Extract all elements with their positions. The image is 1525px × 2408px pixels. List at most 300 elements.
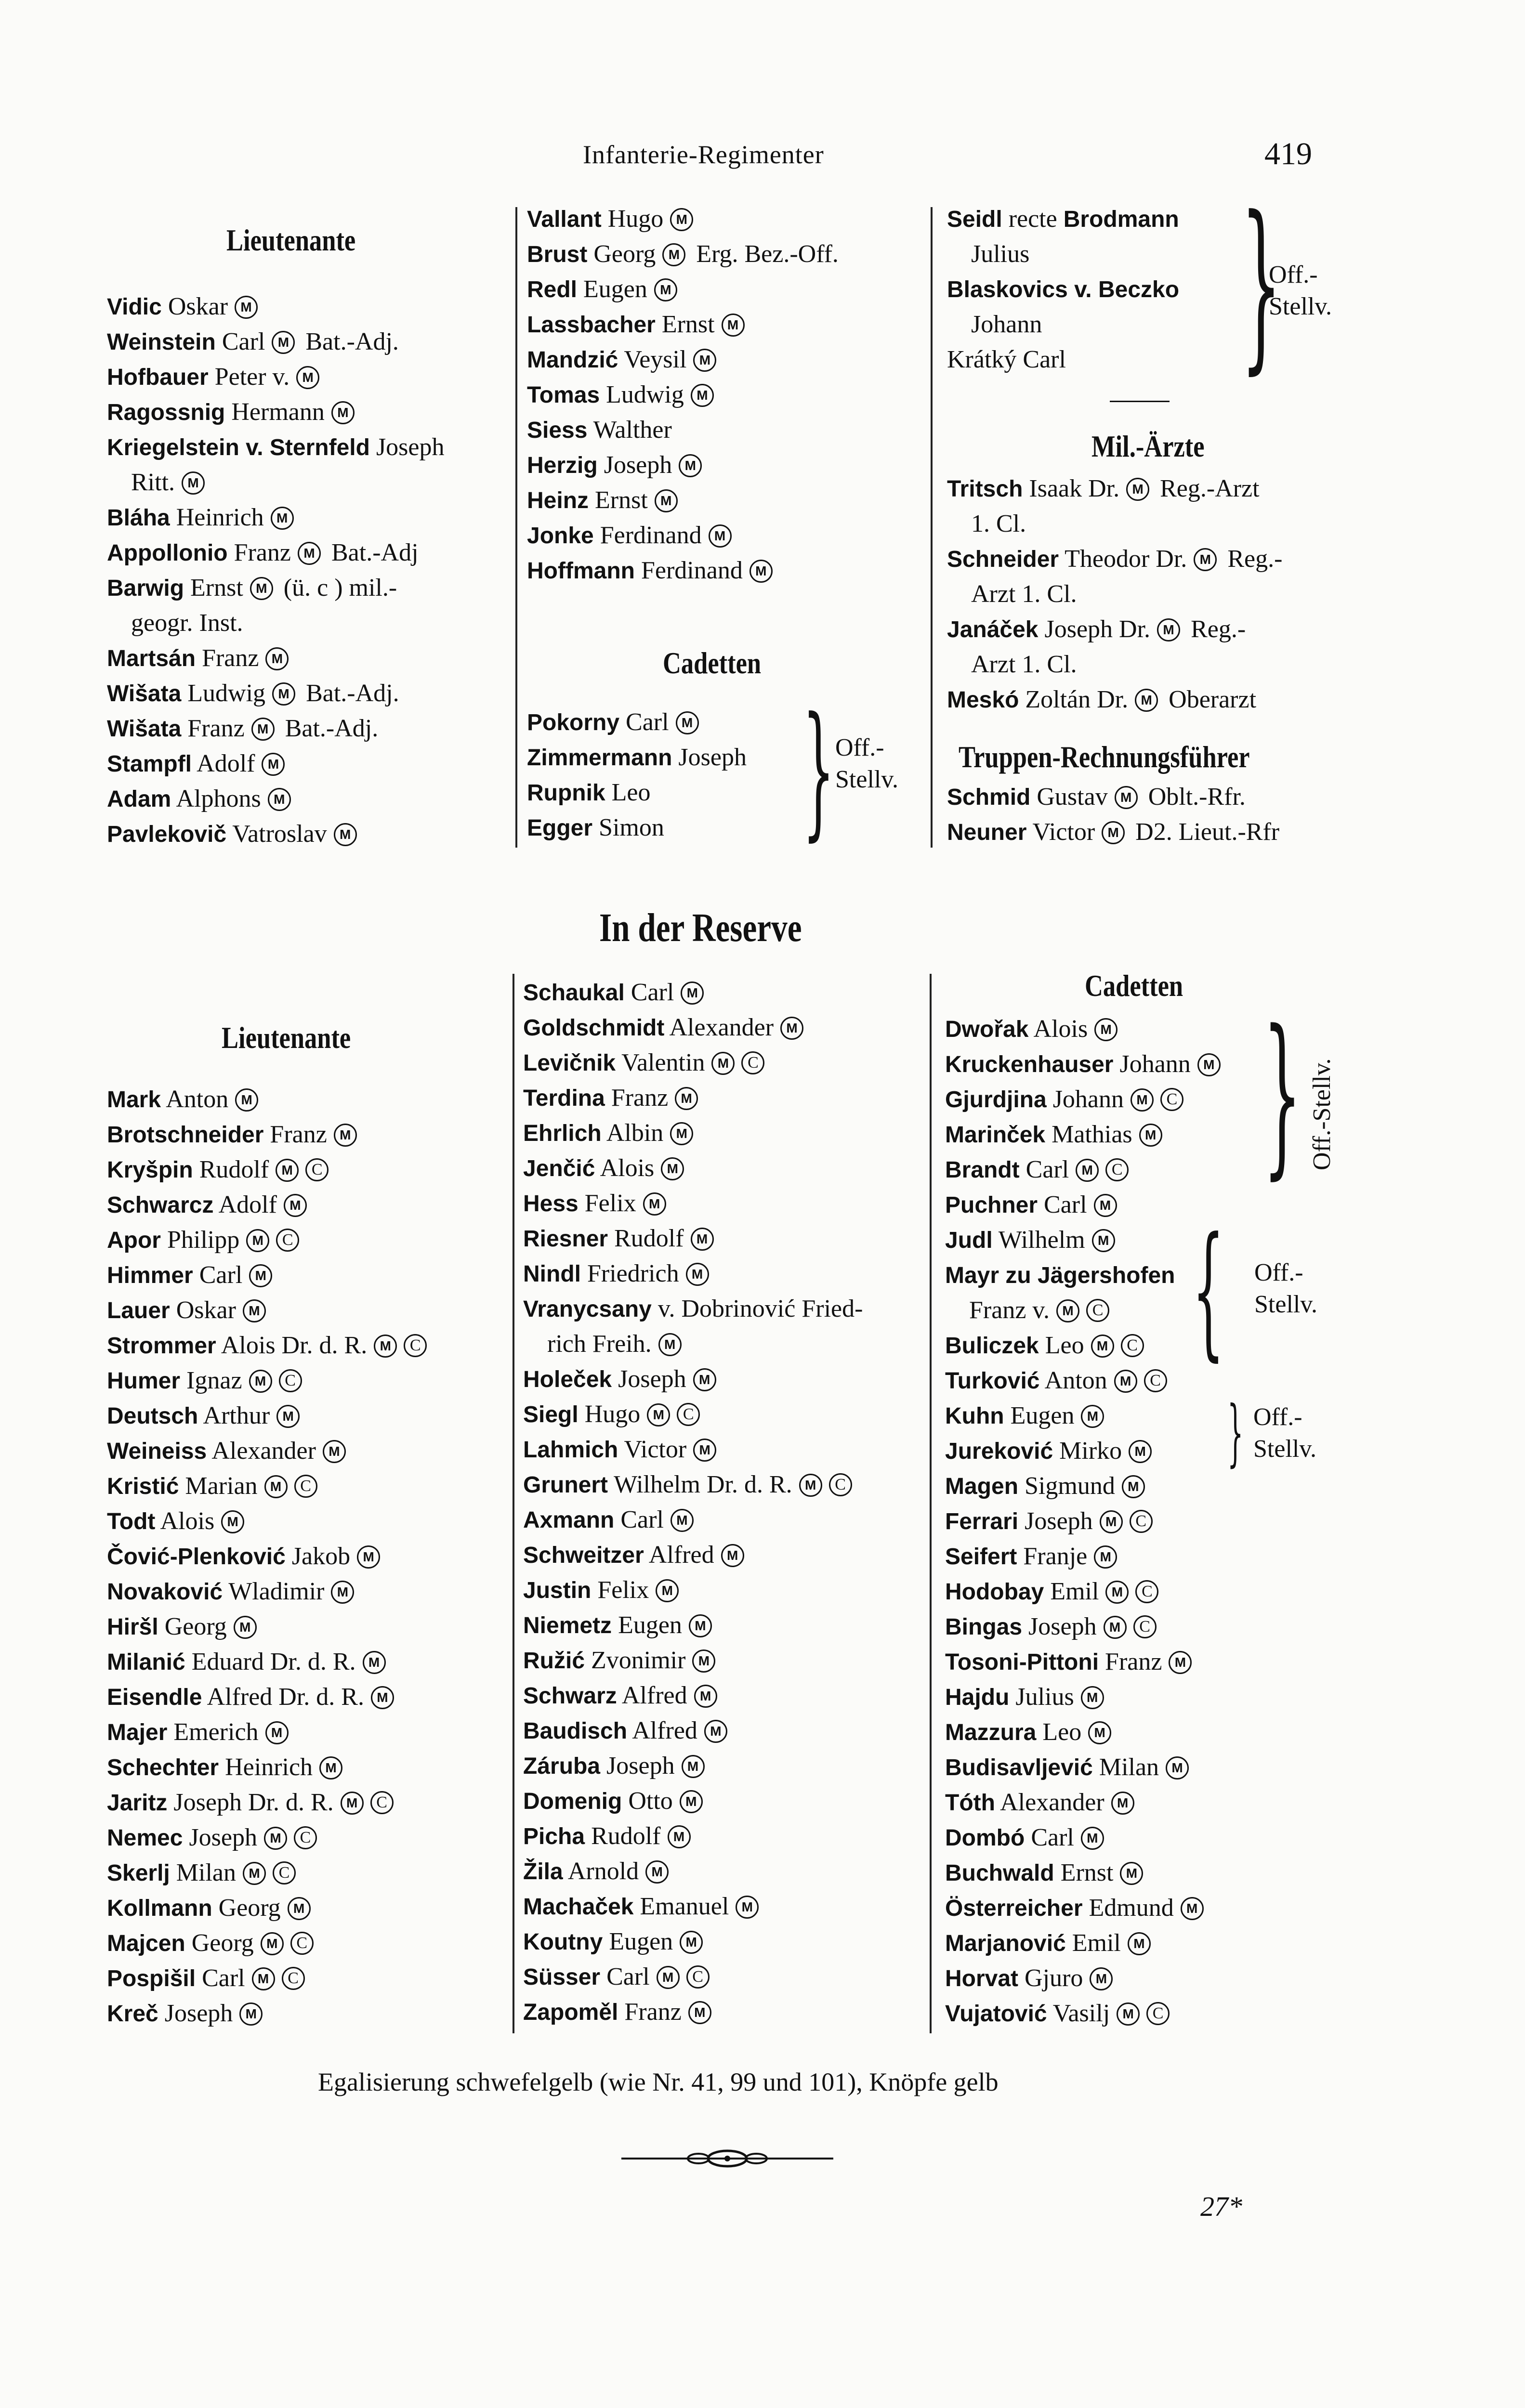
circled-c-icon: C: [1160, 1088, 1183, 1111]
surname: Nemec: [107, 1825, 183, 1851]
list-item: [523, 1679, 717, 1713]
given-name: Leo: [611, 779, 651, 806]
running-title: Infanterie-Regimenter: [583, 140, 824, 169]
list-item: [523, 1187, 666, 1221]
given-name: Edmund: [1089, 1894, 1174, 1922]
list-item: [107, 360, 319, 394]
given-name: Emil: [1050, 1578, 1099, 1605]
surname: Seifert: [945, 1544, 1017, 1570]
given-name: Franz: [1105, 1648, 1162, 1675]
circled-m-icon: M: [271, 507, 294, 530]
list-item: [945, 1153, 1129, 1187]
circled-m-icon: M: [799, 1474, 822, 1497]
surname: Seidl: [947, 207, 1002, 232]
list-item: [107, 1329, 427, 1363]
remark: Bat.-Adj: [331, 539, 419, 566]
surname: Vranycsany: [523, 1296, 652, 1322]
circled-m-icon: M: [711, 1052, 735, 1075]
surname: Judl: [945, 1228, 993, 1253]
circled-m-icon: M: [647, 1403, 670, 1426]
surname: Grunert: [523, 1472, 608, 1498]
circled-m-icon: M: [341, 1792, 364, 1815]
given-name: Ernst: [1060, 1859, 1114, 1886]
note-off-stellv: [1253, 1401, 1316, 1465]
list-item: [523, 1819, 691, 1854]
circled-m-icon: M: [1102, 821, 1125, 844]
given-name: Alexander: [211, 1437, 316, 1465]
given-name: Felix: [597, 1576, 649, 1604]
given-name: Vatroslav: [232, 820, 327, 848]
list-item: [523, 1081, 698, 1115]
given-name: Alfred: [632, 1717, 697, 1744]
given-name: Rudolf: [591, 1822, 661, 1850]
circled-m-icon: M: [657, 1966, 680, 1989]
given-name: 1. Cl.: [971, 510, 1026, 537]
given-name: Leo: [1042, 1718, 1082, 1746]
surname: Milanić: [107, 1649, 185, 1675]
given-name: Johann: [1119, 1050, 1191, 1078]
given-name: Emanuel: [640, 1893, 729, 1920]
list-item: [107, 501, 294, 535]
surname: Wišata: [107, 681, 182, 707]
circled-m-icon: M: [1197, 1053, 1221, 1076]
given-name: Peter v.: [214, 363, 290, 391]
given-name: Carl: [1031, 1824, 1074, 1851]
given-name: Alexander: [669, 1014, 774, 1041]
surname: Terdina: [523, 1086, 605, 1111]
surname: Majer: [107, 1720, 168, 1745]
list-item: [523, 1609, 712, 1643]
surname: Dombó: [945, 1825, 1025, 1851]
circled-m-icon: M: [658, 1333, 682, 1356]
list-item: [107, 571, 397, 605]
list-item: [527, 378, 714, 412]
surname: Schmid: [947, 785, 1031, 810]
given-name: Alfred: [621, 1682, 687, 1709]
given-name: Alois: [600, 1154, 655, 1182]
circled-m-icon: M: [780, 1017, 803, 1040]
list-item: [107, 466, 205, 499]
surname: Jureković: [945, 1439, 1053, 1464]
list-item: [523, 1222, 714, 1256]
surname: Dwořak: [945, 1017, 1029, 1042]
list-item: [523, 1362, 716, 1397]
circled-m-icon: M: [679, 454, 702, 477]
surname: Hodobay: [945, 1579, 1044, 1605]
surname: Schwarz: [523, 1683, 617, 1709]
list-item: [107, 677, 399, 711]
surname: Buliczek: [945, 1333, 1039, 1359]
given-name: Milan: [176, 1859, 236, 1886]
circled-c-icon: C: [829, 1473, 852, 1496]
given-name: Heinrich: [225, 1754, 313, 1781]
surname: Brotschneider: [107, 1122, 264, 1148]
list-item: [527, 484, 678, 518]
circled-m-icon: M: [662, 243, 685, 266]
list-item: [107, 1083, 258, 1117]
list-item: [107, 1962, 305, 1996]
circled-m-icon: M: [1076, 1159, 1099, 1182]
surname: Ferrari: [945, 1509, 1019, 1534]
surname: Vujatović: [945, 2001, 1047, 2027]
given-name: Alfred Dr. d. R.: [207, 1683, 364, 1711]
list-item: [107, 1891, 311, 1925]
surname: Budisavljević: [945, 1755, 1093, 1780]
brace: }: [802, 686, 835, 854]
surname: Schechter: [107, 1755, 219, 1780]
surname: Vidic: [107, 294, 162, 320]
circled-m-icon: M: [692, 1649, 715, 1673]
surname: Tomas: [527, 382, 600, 408]
surname: Egger: [527, 815, 593, 841]
list-item: [945, 1962, 1113, 1996]
list-item: [947, 507, 1026, 541]
list-item: [107, 1645, 386, 1679]
surname: Horvat: [945, 1966, 1019, 1991]
note-line: Stellv.: [1269, 293, 1332, 320]
list-item: [945, 1821, 1104, 1855]
circled-m-icon: M: [691, 384, 714, 407]
surname: Adam: [107, 786, 171, 812]
circled-m-icon: M: [691, 1228, 714, 1251]
surname: Čović-Plenković: [107, 1544, 286, 1570]
circled-m-icon: M: [722, 314, 745, 337]
list-item: [527, 413, 672, 447]
surname: Humer: [107, 1368, 181, 1394]
brace: }: [1192, 1206, 1224, 1374]
list-item: [945, 1751, 1189, 1785]
surname: Niemetz: [523, 1613, 612, 1638]
given-name: Ferdinand: [600, 522, 702, 549]
heading-cadetten: Cadetten: [663, 646, 762, 680]
brace: }: [1263, 993, 1302, 1195]
note-line: Off.-: [1253, 1403, 1302, 1431]
surname: Goldschmidt: [523, 1015, 665, 1041]
list-item: [107, 1821, 317, 1855]
surname: Bláha: [107, 505, 170, 531]
circled-c-icon: C: [370, 1791, 394, 1814]
list-item: [945, 1540, 1117, 1574]
list-item: [527, 308, 745, 342]
list-item: [945, 1258, 1175, 1293]
list-item: [107, 1680, 394, 1714]
surname: Hoffmann: [527, 558, 635, 584]
list-item: [523, 1538, 744, 1572]
surname: Wišata: [107, 716, 182, 742]
surname: Schaukal: [523, 980, 625, 1006]
given-name: Franz v.: [969, 1296, 1050, 1324]
col1-bottom: [107, 1020, 512, 2041]
circled-m-icon: M: [357, 1545, 380, 1569]
list-item: [523, 1925, 703, 1959]
surname: Lassbacher: [527, 312, 656, 338]
given-name: Joseph: [376, 433, 445, 461]
surname: Strommer: [107, 1333, 216, 1359]
given-name: Ludwig: [606, 381, 684, 408]
circled-m-icon: M: [334, 823, 357, 846]
list-item: [947, 577, 1077, 611]
heading-mil-aerzte: Mil.-Ärzte: [1091, 429, 1205, 463]
given-name: Rudolf: [614, 1225, 684, 1252]
circled-m-icon: M: [1094, 1018, 1117, 1041]
circled-m-icon: M: [1081, 1827, 1104, 1850]
list-item: [523, 1257, 709, 1291]
surname: Barwig: [107, 576, 184, 601]
surname: Riesner: [523, 1226, 608, 1252]
list-item: [527, 741, 747, 775]
given-name: Ernst: [595, 486, 648, 514]
given-name: Alphons: [176, 785, 261, 812]
circled-m-icon: M: [655, 489, 678, 512]
surname: Záruba: [523, 1754, 601, 1779]
surname: Zapoměl: [523, 2000, 618, 2025]
list-item: [947, 613, 1246, 647]
list-item: [523, 1784, 703, 1819]
heading-lieutenante: Lieutenante: [222, 1021, 351, 1055]
surname: Axmann: [523, 1507, 615, 1533]
circled-m-icon: M: [668, 1825, 691, 1848]
circled-m-icon: M: [276, 1405, 300, 1428]
circled-m-icon: M: [1111, 1792, 1134, 1815]
circled-m-icon: M: [682, 1755, 705, 1778]
given-name: Eugen: [609, 1928, 673, 1955]
circled-m-icon: M: [693, 349, 716, 372]
given-name: rich Freih.: [547, 1330, 652, 1358]
given-name: Adolf: [218, 1191, 277, 1218]
circled-m-icon: M: [1104, 1616, 1127, 1639]
list-item: [523, 1960, 710, 1994]
note-line: Off.-: [835, 734, 884, 761]
circled-c-icon: C: [1086, 1299, 1109, 1322]
list-item: [945, 1575, 1158, 1609]
circled-m-icon: M: [1135, 689, 1158, 712]
list-item: [947, 308, 1042, 341]
list-item: [523, 1749, 705, 1783]
given-name: Georg: [593, 240, 656, 268]
surname: Kruckenhauser: [945, 1052, 1114, 1077]
circled-c-icon: C: [677, 1403, 700, 1426]
surname: Majcen: [107, 1931, 185, 1956]
circled-m-icon: M: [251, 718, 275, 741]
circled-m-icon: M: [1100, 1510, 1123, 1533]
given-name: Julius: [1015, 1683, 1074, 1711]
cadetten-note: [835, 732, 898, 796]
circled-m-icon: M: [272, 331, 295, 354]
given-name: Carl: [620, 1506, 664, 1533]
list-item: [947, 273, 1179, 307]
surname: Kryšpin: [107, 1157, 193, 1183]
given-name: Gjuro: [1025, 1964, 1083, 1992]
list-item: [107, 641, 289, 676]
circled-m-icon: M: [331, 1581, 354, 1604]
circled-m-icon: M: [1115, 786, 1138, 809]
surname: Zimmermann: [527, 745, 672, 771]
list-item: [945, 1047, 1221, 1082]
list-item: [523, 1433, 716, 1467]
given-name: Otto: [628, 1787, 673, 1815]
list-item: [945, 1610, 1157, 1644]
circled-m-icon: M: [334, 1124, 357, 1147]
list-item: [107, 606, 243, 640]
list-item: [107, 1294, 266, 1328]
given-name: Franz: [611, 1084, 669, 1112]
given-name: Ignaz: [186, 1367, 242, 1394]
col2-top: [527, 202, 927, 857]
circled-c-icon: C: [273, 1861, 296, 1885]
surname: Appollonio: [107, 540, 228, 566]
given-name: Franz: [624, 1998, 682, 2026]
circled-m-icon: M: [721, 1544, 744, 1567]
list-item: [523, 1855, 669, 1889]
circled-m-icon: M: [670, 1122, 693, 1145]
given-name: Alois: [160, 1507, 215, 1535]
circled-m-icon: M: [288, 1897, 311, 1920]
surname: Koutny: [523, 1929, 603, 1955]
list-item: [107, 431, 445, 465]
circled-m-icon: M: [1128, 1932, 1151, 1955]
surname: Lauer: [107, 1298, 170, 1323]
list-item: [107, 1118, 357, 1152]
given-name: Victor: [1032, 818, 1095, 846]
list-item: [107, 1364, 302, 1398]
given-name: Theodor Dr.: [1065, 545, 1187, 573]
circled-m-icon: M: [676, 711, 699, 734]
given-name: Oskar: [168, 293, 228, 320]
given-name: Albin: [606, 1119, 664, 1147]
given-name: Franz: [187, 715, 245, 742]
circled-m-icon: M: [235, 1088, 258, 1112]
list-item: [107, 712, 378, 746]
list-item: [947, 683, 1256, 717]
col1-top: [107, 222, 512, 858]
circled-m-icon: M: [243, 1299, 266, 1322]
footer-note: Egalisierung schwefelgelb (wie Nr. 41, 99 und 101), Knöpfe gelb: [318, 2068, 999, 2096]
given-name: Rudolf: [199, 1156, 269, 1183]
circled-m-icon: M: [749, 560, 773, 583]
given-name: Joseph: [189, 1824, 257, 1851]
surname: Turković: [945, 1368, 1040, 1394]
list-item: [945, 1188, 1117, 1222]
circled-m-icon: M: [736, 1896, 759, 1919]
note-line: Stellv.: [835, 766, 898, 793]
list-item: [527, 237, 839, 272]
circled-m-icon: M: [1092, 1229, 1115, 1252]
circled-m-icon: M: [686, 1263, 709, 1286]
given-name: Emerich: [173, 1718, 259, 1746]
given-name: Arthur: [203, 1402, 270, 1429]
brace: }: [1227, 1391, 1244, 1475]
circled-m-icon: M: [252, 1967, 275, 1990]
brace: }: [1241, 177, 1282, 391]
surname: Siegl: [523, 1402, 578, 1427]
page-number: 419: [1264, 136, 1312, 171]
given-name: Marian: [185, 1472, 258, 1500]
surname: Neuner: [947, 820, 1027, 845]
given-name: Johann: [971, 311, 1042, 338]
circled-c-icon: C: [1135, 1580, 1158, 1603]
given-name: Joseph: [618, 1365, 686, 1393]
circled-m-icon: M: [235, 296, 258, 319]
surname: Kristić: [107, 1474, 179, 1499]
list-item: [523, 1503, 694, 1537]
given-name: Hugo: [584, 1400, 641, 1428]
given-name: Heinrich: [176, 504, 264, 531]
given-name: Felix: [584, 1190, 636, 1217]
list-item: [107, 1751, 342, 1785]
list-item: [523, 1116, 693, 1151]
surname: Stampfl: [107, 751, 192, 777]
list-item: [945, 1329, 1144, 1363]
surname: Rupnik: [527, 780, 605, 806]
given-name: Sigmund: [1025, 1472, 1115, 1500]
given-name: Georg: [191, 1929, 254, 1957]
circled-m-icon: M: [1105, 1581, 1129, 1604]
circled-m-icon: M: [261, 1932, 284, 1955]
given-name: Ritt.: [131, 469, 175, 496]
given-name: Carl: [631, 979, 674, 1006]
surname: Janáček: [947, 617, 1039, 642]
surname: Lahmich: [523, 1437, 618, 1463]
surname: Redl: [527, 277, 578, 302]
list-item: [523, 1468, 852, 1502]
given-name: Anton: [166, 1086, 229, 1113]
circled-m-icon: M: [645, 1860, 669, 1884]
note-line: Stellv.: [1254, 1291, 1317, 1318]
given-name: Carl: [626, 708, 669, 736]
circled-m-icon: M: [1081, 1686, 1104, 1709]
surname: Kollmann: [107, 1896, 212, 1921]
surname: Magen: [945, 1474, 1019, 1499]
circled-m-icon: M: [1091, 1335, 1114, 1358]
list-item: [527, 554, 773, 588]
remark: Reg.-: [1191, 615, 1246, 643]
surname: Kriegelstein v. Sternfeld: [107, 435, 370, 460]
surname: Tosoni-Pittoni: [945, 1649, 1099, 1675]
circled-c-icon: C: [1105, 1158, 1129, 1181]
circled-m-icon: M: [709, 524, 732, 548]
given-name: v. Dobrinović Fried-: [657, 1295, 863, 1322]
list-item: [945, 1118, 1162, 1152]
circled-m-icon: M: [688, 2001, 711, 2024]
given-name: Franz: [234, 539, 291, 566]
list-item: [947, 202, 1179, 236]
list-item: [523, 1644, 715, 1678]
circled-c-icon: C: [290, 1932, 314, 1955]
given-name: Eduard Dr. d. R.: [191, 1648, 356, 1675]
remark: Bat.-Adj.: [306, 680, 399, 707]
circled-c-icon: C: [305, 1158, 329, 1181]
given-name: Hermann: [231, 398, 325, 426]
given-name: Wladimir: [228, 1578, 325, 1605]
surname: Marjanović: [945, 1931, 1066, 1956]
remark: Erg. Bez.-Off.: [696, 240, 839, 268]
surname: Machaček: [523, 1894, 634, 1920]
note-off-stellv: [1269, 259, 1332, 323]
separator-line: [1110, 401, 1170, 402]
given-name: Carl: [202, 1964, 245, 1992]
surname: Picha: [523, 1824, 585, 1849]
circled-m-icon: M: [265, 1721, 289, 1744]
given-name: Joseph: [606, 1752, 675, 1780]
given-name: Walther: [593, 416, 672, 444]
given-name: Joseph: [678, 744, 747, 771]
surname: Jaritz: [107, 1790, 168, 1816]
circled-m-icon: M: [694, 1685, 717, 1708]
surname: Mayr zu Jägershofen: [945, 1263, 1175, 1288]
given-name: Alois Dr. d. R.: [221, 1332, 368, 1359]
circled-m-icon: M: [249, 1370, 272, 1393]
surname: Žila: [523, 1859, 563, 1885]
